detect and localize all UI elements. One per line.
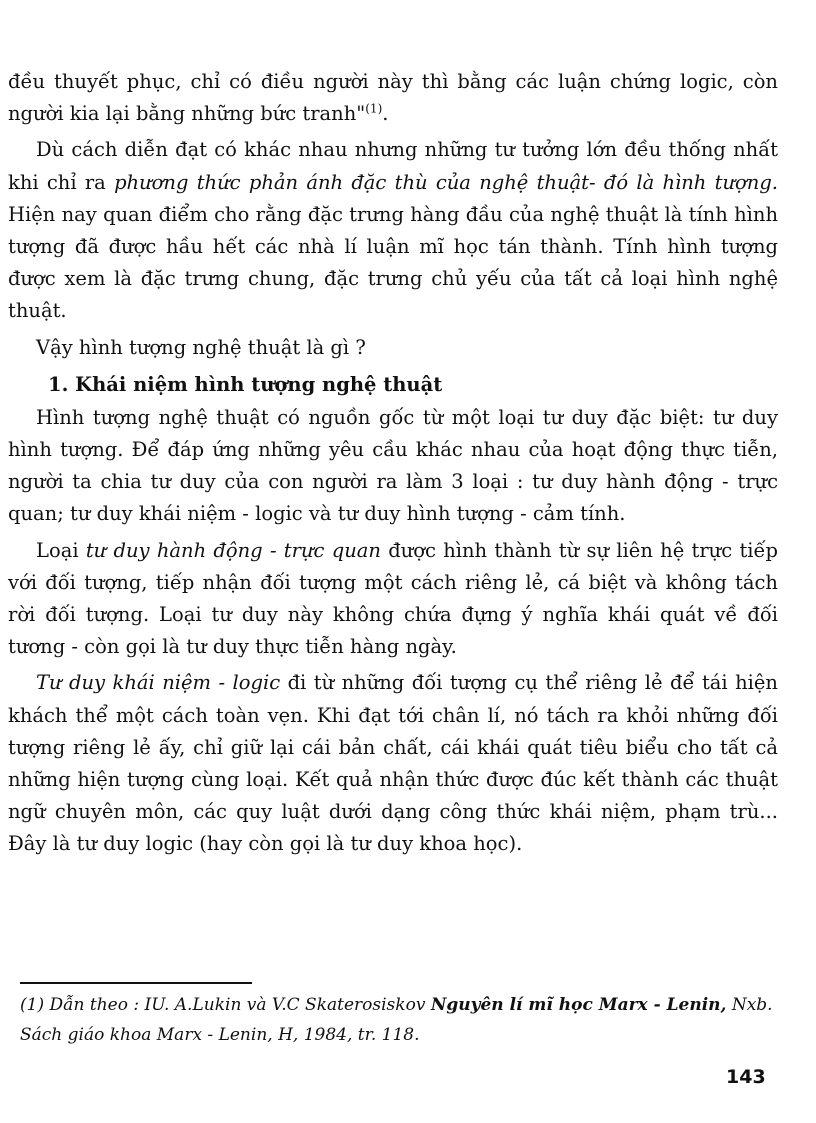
footnote-book-title: Nguyên lí mĩ học Marx - Lenin, [430,995,727,1015]
page-number: 143 [726,1066,766,1088]
paragraph: Dù cách diễn đạt có khác nhau nhưng những tư tưởng lớn đều thống nhất khi chỉ ra phương thức phản ánh đặc thù của nghệ thuật- đó là hình tượng. Hiện nay quan điểm cho rằng đặc trưng hàng đầu của nghệ thuật là tính hình tượng đã được hầu hết các nhà lí luận mĩ học tán thành. Tính hình tượng được xem là đặc trưng chung, đặc trưng chủ yếu của tất cả loại hình nghệ thuật. [8,138,779,323]
paragraph: Tư duy khái niệm - logic đi từ những đối tượng cụ thể riêng lẻ để tái hiện khách thể một cách toàn vẹn. Khi đạt tới chân lí, nó tách ra khỏi những đối tượng riêng lẻ ấy, chỉ giữ lại cái bản chất, cái khái quát tiêu biểu cho tất cả những hiện tượng cùng loại. Kết quả nhận thức được đúc kết thành các thuật ngữ chuyên môn, các quy luật dưới dạng công thức khái niệm, phạm trù... Đây là tư duy logic (hay còn gọi là tư duy khoa học). [8,671,778,856]
paragraph-continuation: đều thuyết phục, chỉ có điều người này thì bằng các luận chứng logic, còn người kia lại bằng những bức tranh"$^{(1)}$. [8,70,778,126]
emphasis: tư duy hành động - trực quan [85,538,381,562]
paragraph: Hình tượng nghệ thuật có nguồn gốc từ một loại tư duy đặc biệt: tư duy hình tượng. Để đáp ứng những yêu cầu khác nhau của hoạt động thực tiễn, người ta chia tư duy của con người ra làm 3 loại : tư duy hành động - trực quan; tư duy khái niệm - logic và tư duy hình tượng - cảm tính. [8,405,778,526]
footnote-rule [20,982,252,984]
emphasis: phương thức phản ánh đặc thù của nghệ thuật- đó là hình tượng. [114,170,779,194]
footnote-marker: (1) [365,101,383,116]
emphasis: Tư duy khái niệm - logic [36,671,281,695]
paragraph: Vậy hình tượng nghệ thuật là gì ? [36,335,366,359]
body-text [8,66,778,861]
paragraph: Loại tư duy hành động - trực quan được hình thành từ sự liên hệ trực tiếp với đối tượng, tiếp nhận đối tượng một cách riêng lẻ, cá biệt và không tách rời đối tượng. Loại tư duy này không chứa đựng ý nghĩa khái quát về đối tương - còn gọi là tư duy thực tiễn hàng ngày. [8,538,778,659]
section-heading: 1. Khái niệm hình tượng nghệ thuật [48,372,443,396]
footnote: (1) Dẫn theo : IU. A.Lukin và V.C Skaterosiskov Nguyên lí mĩ học Marx - Lenin, Nxb. Sách giáo khoa Marx - Lenin, H, 1984, tr. 118. [20,995,773,1045]
